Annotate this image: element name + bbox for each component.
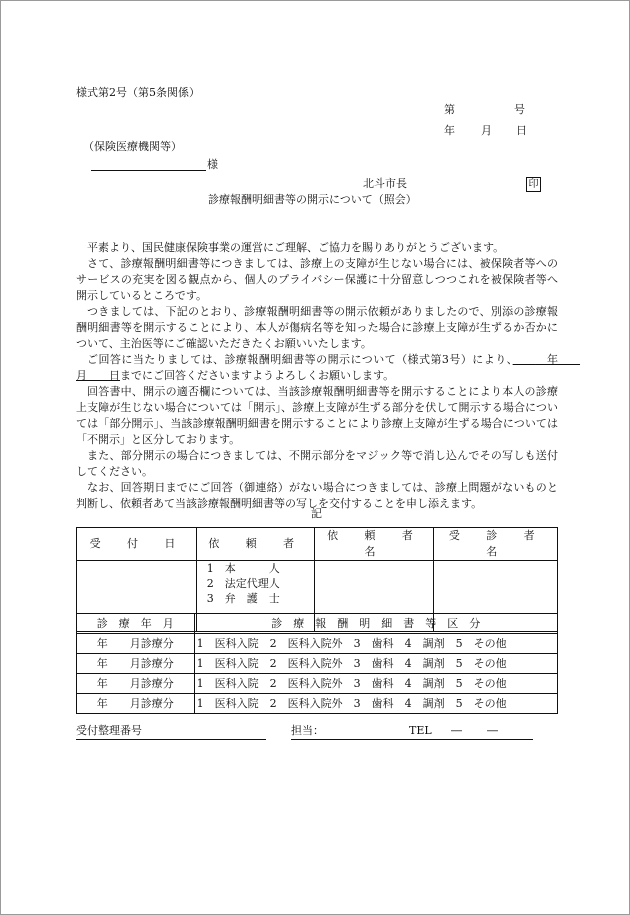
claim-categories: 1 医科入院 2 医科入院外 3 歯科 4 調剤 5 その他 bbox=[194, 674, 557, 694]
requester-option-self: 1 本 人 bbox=[206, 562, 280, 575]
header-claim-category: 診 療 報 酬 明 細 書 等 区 分 bbox=[194, 614, 557, 634]
paragraph-1: 平素より、国民健康保険事業の運営にご理解、ご協力を賜りありがとうございます。 bbox=[87, 241, 505, 254]
claim-categories: 1 医科入院 2 医科入院外 3 歯科 4 調剤 5 その他 bbox=[194, 634, 557, 654]
request-table-header bbox=[77, 528, 558, 561]
recipient-honorific: 様 bbox=[207, 158, 218, 171]
paragraph-3: つきましては、下記のとおり、診療報酬明細書等の開示依頼がありましたので、別添の診療報酬明細書等を開示することにより、本人が傷病名等を知った場合に診療上支障が生ずるか否かについて、主治医等にご確認いただきたくお願いいたします。 bbox=[76, 305, 558, 350]
reply-deadline-blank bbox=[513, 353, 536, 366]
paragraph-5: 回答書中、開示の適否欄については、当該診療報酬明細書等を開示することにより本人の診療上支障が生じない場合については「開示」、診療上支障が生ずる部分を伏して開示する場合については「部分開示」、当該診療報酬明細書を開示することにより診療上支障が生ずる場合については「不開示」と区分しております。 bbox=[76, 385, 558, 446]
tel-dash-2: ― bbox=[487, 724, 498, 737]
table-row bbox=[77, 694, 558, 714]
requester-option-lawyer: 3 弁 護 士 bbox=[206, 592, 280, 605]
treatment-period: 年 月診療分 bbox=[77, 654, 195, 674]
paragraph-4-text-a: ご回答に当たりましては、診療報酬明細書等の開示について（様式第3号）により、 bbox=[87, 353, 513, 366]
treatment-period: 年 月診療分 bbox=[77, 674, 195, 694]
recipient-org-label: （保険医療機関等） bbox=[83, 140, 182, 153]
date-day: 日 bbox=[516, 124, 527, 137]
header-received-date: 受 付 日 bbox=[77, 528, 197, 561]
date-year: 年 bbox=[444, 124, 455, 137]
ki-heading: 記 bbox=[311, 507, 322, 520]
paragraph-2: さて、診療報酬明細書等につきましては、診療上の支障が生じない場合には、被保険者等へのサービスの充実を図る観点から、個人のプライバシー保護に十分留意しつつこれを被保険者等へ開示しているところです。 bbox=[76, 257, 558, 302]
claims-table bbox=[76, 613, 558, 714]
header-treatment-month: 診 療 年 月 bbox=[77, 614, 195, 634]
paragraph-7: なお、回答期日までにご回答（御連絡）がない場合につきましては、診療上問題がないものと判断し、依頼者あて当該診療報酬明細書等の写しを交付することを申し添えます。 bbox=[76, 481, 558, 510]
header-requester: 依 頼 者 bbox=[196, 528, 314, 561]
seal-mark: 印 bbox=[526, 177, 541, 192]
date-month: 月 bbox=[481, 124, 492, 137]
body-text bbox=[76, 240, 581, 512]
reception-number-line bbox=[76, 739, 266, 740]
paragraph-6: また、部分開示の場合につきましては、不開示部分をマジック等で消し込んでその写しも送付してください。 bbox=[76, 449, 558, 478]
claims-table-header bbox=[77, 614, 558, 634]
form-number: 様式第2号（第5条関係） bbox=[76, 86, 200, 99]
reply-deadline-date: 年 月 日 bbox=[76, 353, 581, 382]
treatment-period: 年 月診療分 bbox=[77, 694, 195, 714]
sender-name: 北斗市長 bbox=[363, 177, 407, 190]
doc-number-suffix: 号 bbox=[514, 103, 525, 116]
header-patient-name: 受 診 者 名 bbox=[434, 528, 558, 561]
reception-number-label: 受付整理番号 bbox=[76, 724, 142, 737]
paragraph-4 bbox=[76, 352, 581, 384]
treatment-period: 年 月診療分 bbox=[77, 634, 195, 654]
tel-label: TEL bbox=[409, 724, 432, 737]
document-title: 診療報酬明細書等の開示について（照会） bbox=[208, 193, 417, 206]
doc-number-label: 第 bbox=[444, 103, 455, 116]
staff-tel-line bbox=[291, 739, 533, 740]
claim-categories: 1 医科入院 2 医科入院外 3 歯科 4 調剤 5 その他 bbox=[194, 654, 557, 674]
staff-label: 担当： bbox=[291, 724, 324, 737]
tel-dash-1: ― bbox=[451, 724, 462, 737]
header-requester-name: 依 頼 者 名 bbox=[314, 528, 434, 561]
recipient-name-line bbox=[91, 170, 206, 171]
requester-option-legal-agent: 2 法定代理人 bbox=[206, 577, 280, 590]
table-row bbox=[77, 634, 558, 654]
table-row bbox=[77, 674, 558, 694]
paragraph-4-text-b: までにご回答くださいますようよろしくお願いします。 bbox=[120, 369, 395, 382]
claim-categories: 1 医科入院 2 医科入院外 3 歯科 4 調剤 5 その他 bbox=[194, 694, 557, 714]
table-row bbox=[77, 654, 558, 674]
